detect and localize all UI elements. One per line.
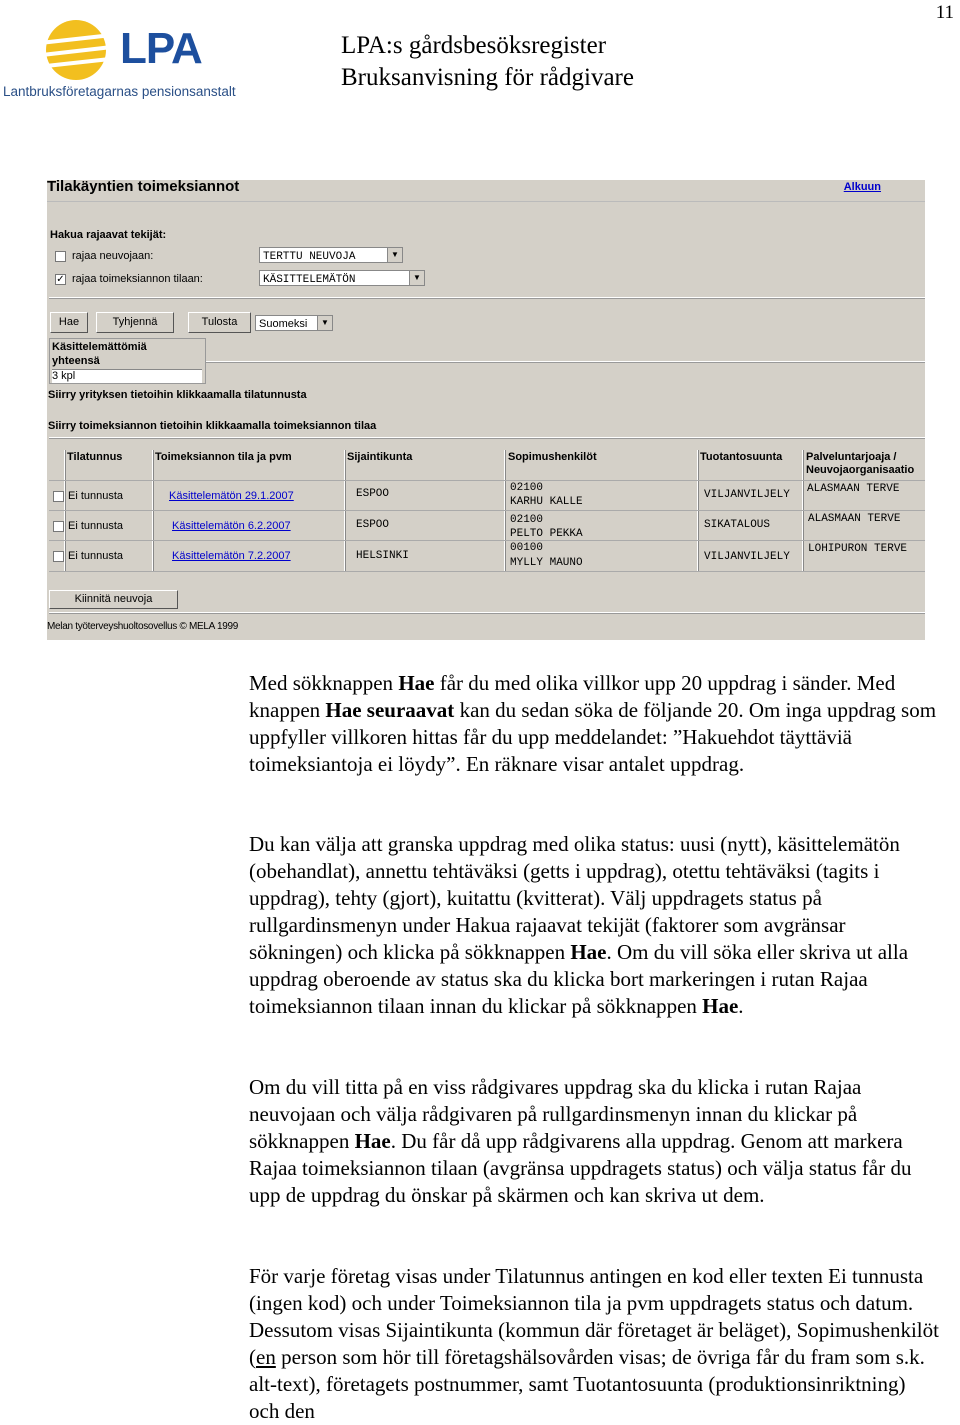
production: VILJANVILJELY bbox=[704, 489, 790, 501]
chevron-down-icon: ▼ bbox=[387, 248, 402, 262]
language-select-value: Suomeksi bbox=[259, 318, 308, 330]
app-header bbox=[47, 180, 925, 202]
lpa-logo bbox=[0, 10, 270, 105]
status-link[interactable]: Käsittelemätön 29.1.2007 bbox=[169, 490, 294, 502]
contact-person: PELTO PEKKA bbox=[510, 528, 583, 540]
postcode: 00100 bbox=[510, 542, 544, 554]
status-select-value: KÄSITTELEMÄTÖN bbox=[263, 274, 356, 286]
filter-heading: Hakua rajaavat tekijät: bbox=[50, 229, 167, 241]
row-checkbox[interactable] bbox=[53, 491, 64, 502]
advisor-select[interactable] bbox=[259, 247, 403, 263]
divider bbox=[49, 612, 925, 614]
status-link[interactable]: Käsittelemätön 7.2.2007 bbox=[172, 550, 291, 562]
home-link[interactable]: Alkuun bbox=[843, 181, 881, 193]
farm-id[interactable]: Ei tunnusta bbox=[68, 490, 124, 502]
postcode: 02100 bbox=[510, 514, 544, 526]
document-title bbox=[341, 30, 634, 94]
page-number: 11 bbox=[935, 2, 954, 23]
row-checkbox[interactable] bbox=[53, 521, 64, 532]
production: VILJANVILJELY bbox=[704, 551, 790, 563]
provider: ALASMAAN TERVE bbox=[808, 513, 901, 525]
column-header-farm-id: Tilatunnus bbox=[67, 451, 123, 463]
production: SIKATALOUS bbox=[704, 519, 771, 531]
language-select[interactable] bbox=[255, 315, 333, 331]
task-hint: Siirry toimeksiannon tietoihin klikkaamalla toimeksiannon tilaa bbox=[48, 420, 377, 432]
column-header-provider: Palveluntarjoaja / Neuvojaorganisaatio bbox=[806, 451, 915, 476]
farm-id[interactable]: Ei tunnusta bbox=[68, 520, 124, 532]
status-filter-label: rajaa toimeksiannon tilaan: bbox=[72, 273, 203, 285]
counter-box bbox=[49, 338, 206, 384]
app-screenshot bbox=[47, 180, 925, 640]
chevron-down-icon: ▼ bbox=[409, 271, 424, 285]
chevron-down-icon: ▼ bbox=[317, 316, 332, 330]
column-header-production: Tuotantosuunta bbox=[700, 451, 783, 463]
column-header-contact-persons: Sopimushenkilöt bbox=[508, 451, 597, 463]
provider: LOHIPURON TERVE bbox=[808, 543, 908, 555]
advisor-filter-label: rajaa neuvojaan: bbox=[72, 250, 154, 262]
paragraph-status: Du kan välja att granska uppdrag med olika status: uusi (nytt), käsittelemätön (obehandlat), annettu tehtäväksi (getts i uppdrag), otettu tehtäväksi (tagits i uppdrag), tehty (gjort), kuitattu (kvitterat). Välj uppdragets status på rullgardinsmenyn under Hakua rajaavat tekijät (faktorer som avgränsar sökningen) och klicka på sökknappen Hae. Om du vill söka eller skriva ut alla uppdrag oberoende av status ska du klicka bort markeringen i rutan Rajaa toimeksiannon tilaan innan du klickar på sökknappen Hae. bbox=[249, 832, 909, 1018]
logo-wordmark: LPA bbox=[120, 24, 202, 73]
counter-value: 3 kpl bbox=[52, 369, 202, 383]
divider bbox=[49, 437, 925, 439]
counter-label-line-1: Käsittelemättömiä bbox=[52, 341, 147, 353]
status-filter-checkbox[interactable]: ✓ bbox=[56, 274, 65, 285]
advisor-select-value: TERTTU NEUVOJA bbox=[263, 251, 356, 263]
divider bbox=[205, 361, 925, 363]
document-title-line-1: LPA:s gårdsbesöksregister bbox=[341, 32, 607, 59]
municipality: ESPOO bbox=[356, 519, 390, 531]
status-link[interactable]: Käsittelemätön 6.2.2007 bbox=[172, 520, 291, 532]
paragraph-columns: För varje företag visas under Tilatunnus antingen en kod eller texten Ei tunnusta (ingen kod) och under Toimeksiannon tila ja pvm uppdragets status och datum. Dessutom visas Sijaintikunta (kommun där företaget är beläget), Sopimushenkilöt (en person som hör till företagshälsovården visas; de övriga får du fram som s.k. alt-text), företagets postnummer, samt Tuotantosuunta (produktionsinriktning) och den bbox=[249, 1264, 939, 1423]
column-header-status: Toimeksiannon tila ja pvm bbox=[155, 451, 292, 463]
app-title: Tilakäyntien toimeksiannot bbox=[47, 178, 240, 195]
clear-button[interactable]: Tyhjennä bbox=[96, 312, 174, 333]
company-hint: Siirry yrityksen tietoihin klikkaamalla tilatunnusta bbox=[48, 389, 307, 401]
municipality: ESPOO bbox=[356, 488, 390, 500]
print-button[interactable]: Tulosta bbox=[188, 312, 251, 333]
app-footer: Melan työterveyshuoltosovellus © MELA 1999 bbox=[47, 621, 238, 632]
divider bbox=[49, 297, 925, 299]
postcode: 02100 bbox=[510, 482, 544, 494]
municipality: HELSINKI bbox=[356, 550, 409, 562]
provider: ALASMAAN TERVE bbox=[807, 483, 900, 495]
row-separator bbox=[49, 480, 925, 481]
contact-person: KARHU KALLE bbox=[510, 496, 583, 508]
attach-advisor-button[interactable]: Kiinnitä neuvoja bbox=[49, 590, 178, 609]
row-separator bbox=[49, 510, 925, 511]
farm-id[interactable]: Ei tunnusta bbox=[68, 550, 124, 562]
counter-label-line-2: yhteensä bbox=[52, 355, 100, 367]
contact-person: MYLLY MAUNO bbox=[510, 557, 583, 569]
row-separator bbox=[49, 571, 925, 572]
document-title-line-2: Bruksanvisning för rådgivare bbox=[341, 64, 634, 91]
row-separator bbox=[49, 540, 925, 541]
paragraph-advisor: Om du vill titta på en viss rådgivares uppdrag ska du klicka i rutan Rajaa neuvojaan och välja rådgivaren på rullgardinsmenyn innan du klickar på sökknappen Hae. Du får då upp rådgivarens alla uppdrag. Genom att markera Rajaa toimeksiannon tilaan (avgränsa uppdragets status) och välja status får du upp de uppdrag du önskar på skärmen och kan skriva ut dem. bbox=[249, 1075, 912, 1207]
logo-subtitle: Lantbruksföretagarnas pensionsanstalt bbox=[3, 84, 236, 99]
advisor-filter-checkbox[interactable] bbox=[55, 251, 66, 262]
row-checkbox[interactable] bbox=[53, 551, 64, 562]
paragraph-search: Med sökknappen Hae får du med olika villkor upp 20 uppdrag i sänder. Med knappen Hae seuraavat kan du sedan söka de följande 20. Om inga uppdrag som uppfyller villkoren hittas får du upp meddelandet: ”Hakuehdot täyttäviä toimeksiantoja ei löydy”. En räknare visar antalet uppdrag. bbox=[249, 671, 937, 776]
search-button[interactable]: Hae bbox=[50, 312, 88, 333]
column-header-municipality: Sijaintikunta bbox=[347, 451, 413, 463]
status-select[interactable] bbox=[259, 270, 425, 286]
